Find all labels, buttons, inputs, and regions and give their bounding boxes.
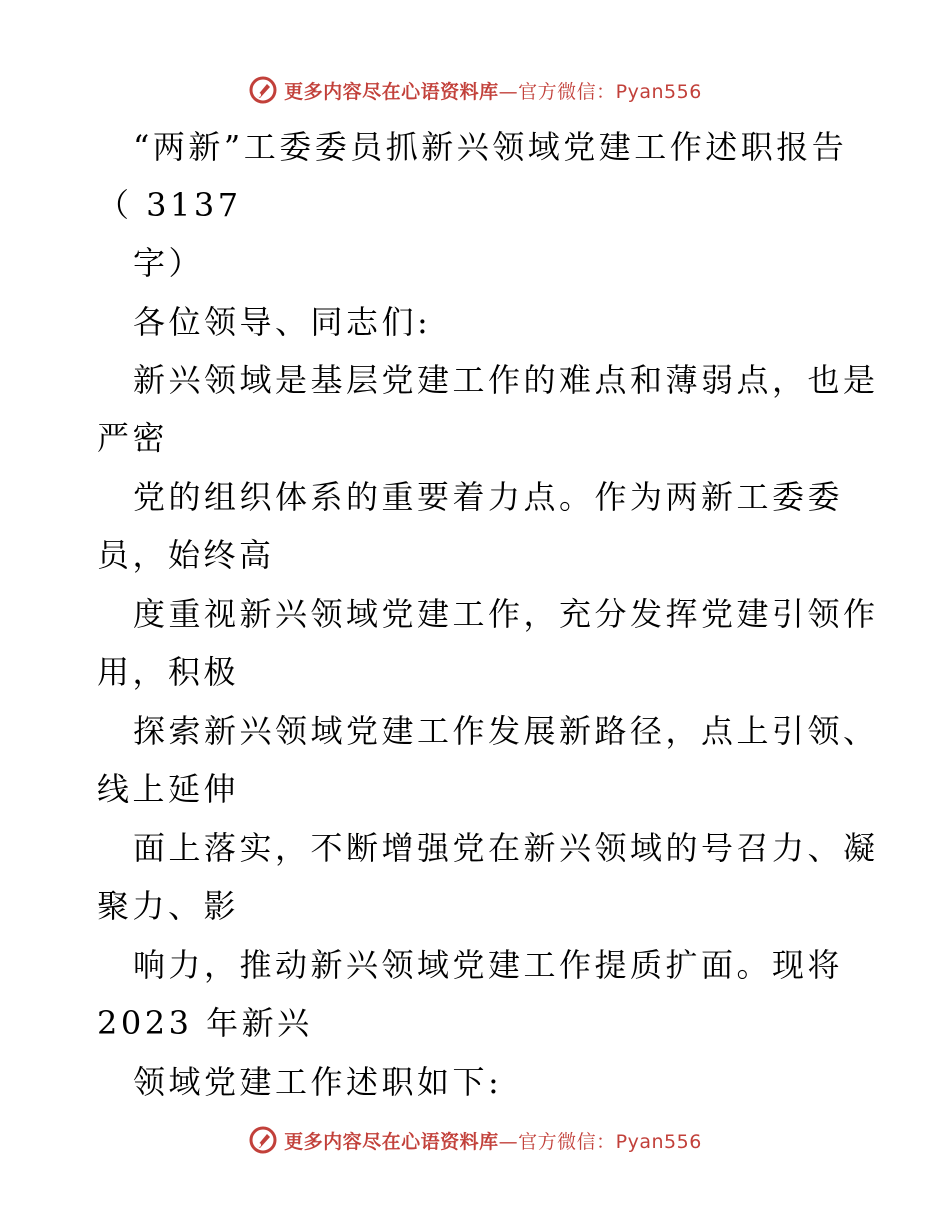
watermark-text: 更多内容尽在心语资料库—官方微信：Pyan556 — [284, 80, 702, 103]
text-line: 聚力、影 — [97, 887, 240, 925]
header-watermark — [0, 70, 950, 110]
text-line: 响力，推动新兴领域党建工作提质扩面。现将 — [133, 946, 844, 984]
text-line: 度重视新兴领域党建工作，充分发挥党建引领作 — [133, 595, 879, 633]
document-title: “两新”工委委员抓新兴领域党建工作述职报告 — [133, 128, 848, 166]
text-line: 领域党建工作述职如下: — [133, 1063, 503, 1101]
pen-logo-icon — [248, 1125, 278, 1155]
text-line: 探索新兴领域党建工作发展新路径，点上引领、 — [133, 712, 879, 750]
text-line: 党的组织体系的重要着力点。作为两新工委委 — [133, 478, 844, 516]
text-line: 面上落实，不断增强党在新兴领域的号召力、凝 — [133, 829, 879, 867]
salutation: 各位领导、同志们: — [133, 303, 432, 341]
watermark-text: 更多内容尽在心语资料库—官方微信：Pyan556 — [284, 1130, 702, 1153]
text-line: 线上延伸 — [97, 770, 240, 808]
text-line: 用，积极 — [97, 653, 240, 691]
text-line: 严密 — [97, 419, 169, 457]
text-line: 员，始终高 — [97, 536, 275, 574]
pen-logo-icon — [248, 75, 278, 105]
text-line: 2023 年新兴 — [97, 1004, 313, 1042]
text-line: （ 3137 — [97, 186, 242, 224]
footer-watermark — [0, 1120, 950, 1160]
text-line: 新兴领域是基层党建工作的难点和薄弱点，也是 — [133, 361, 879, 399]
text-line: 字） — [133, 244, 205, 282]
